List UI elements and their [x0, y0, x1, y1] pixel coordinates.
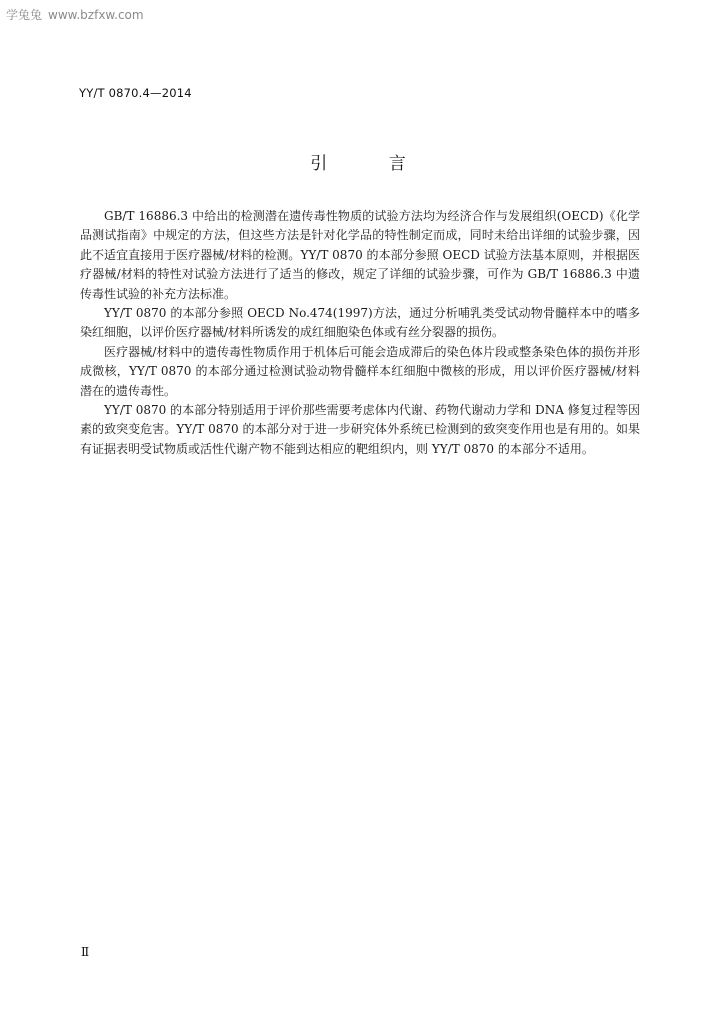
body-text — [80, 207, 640, 459]
watermark-site-link[interactable]: www.bzfxw.com — [48, 8, 144, 22]
standard-code: YY/T 0870.4—2014 — [79, 86, 192, 100]
paragraph-1: GB/T 16886.3 中给出的检测潜在遗传毒性物质的试验方法均为经济合作与发展组织(OECD)《化学品测试指南》中规定的方法，但这些方法是针对化学品的特性制定而成，同时未给出详细的试验步骤，因此不适宜直接用于医疗器械/材料的检测。YY/T 0870 的本部分参照 OECD 试验方法基本原则，并根据医疗器械/材料的特性对试验方法进行了适当的修改，规定了详细的试验步骤，可作为 GB/T 16886.3 中遗传毒性试验的补充方法标准。 — [80, 209, 640, 301]
section-title: 引 言 — [310, 154, 434, 174]
watermark — [6, 6, 144, 23]
paragraph-2: YY/T 0870 的本部分参照 OECD No.474(1997)方法，通过分析哺乳类受试动物骨髓样本中的嗜多染红细胞，以评价医疗器械/材料所诱发的成红细胞染色体或有丝分裂器的损伤。 — [80, 306, 640, 340]
watermark-brand: 学兔兔 — [6, 8, 43, 22]
paragraph-4: YY/T 0870 的本部分特别适用于评价那些需要考虑体内代谢、药物代谢动力学和 DNA 修复过程等因素的致突变危害。YY/T 0870 的本部分对于进一步研究体外系统已检测到的致突变作用也是有用的。如果有证据表明受试物质或活性代谢产物不能到达相应的靶组织内，则 YY/T 0870 的本部分不适用。 — [80, 403, 640, 456]
paragraph-3: 医疗器械/材料中的遗传毒性物质作用于机体后可能会造成滞后的染色体片段或整条染色体的损伤并形成微核，YY/T 0870 的本部分通过检测试验动物骨髓样本红细胞中微核的形成，用以评价医疗器械/材料潜在的遗传毒性。 — [80, 344, 640, 398]
page-number: Ⅱ — [81, 945, 90, 959]
